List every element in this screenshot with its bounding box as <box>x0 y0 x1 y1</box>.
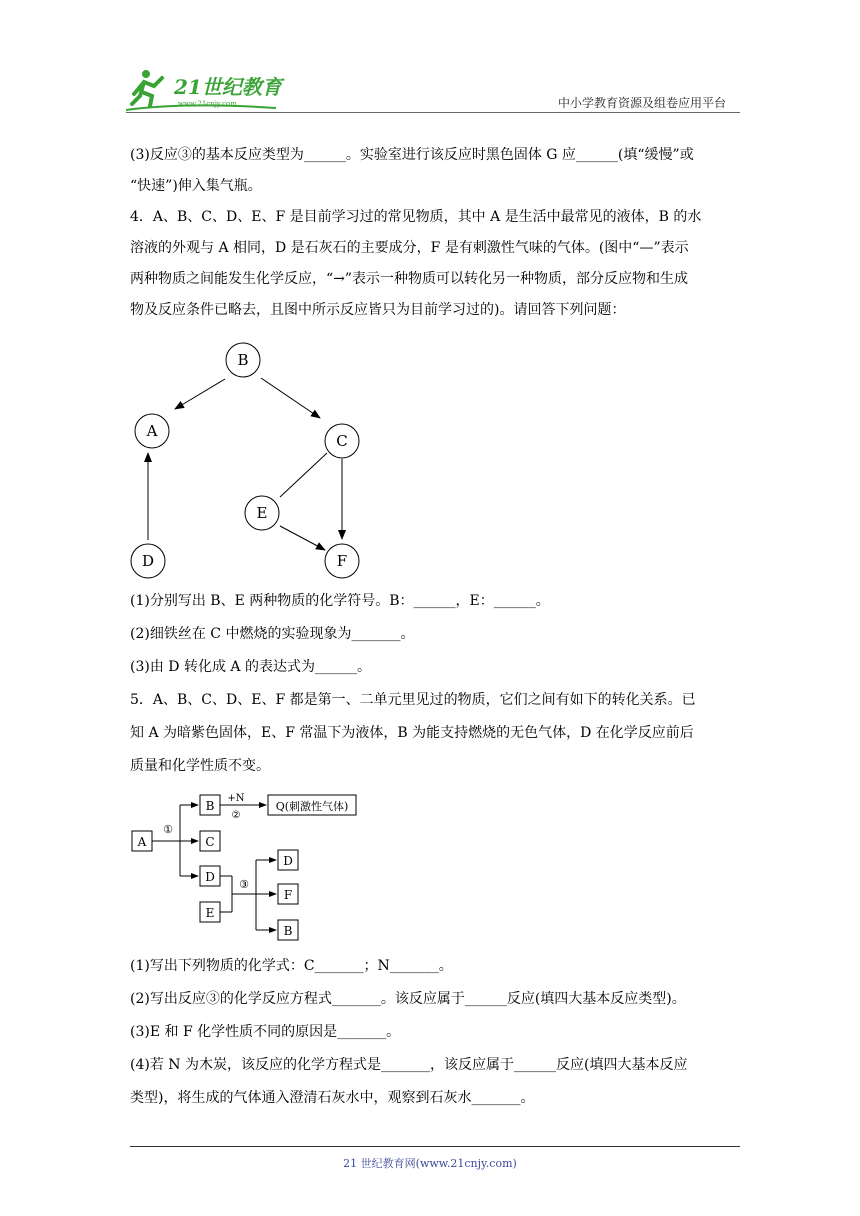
svg-text:B: B <box>237 351 249 369</box>
q4-line1: 4．A、B、C、D、E、F 是目前学习过的常见物质，其中 A 是生活中最常见的液体，B 的水 <box>130 209 702 225</box>
svg-text:D: D <box>205 870 215 884</box>
logo-text: 21世纪教育 <box>174 75 282 99</box>
q5-sub1: (1)写出下列物质的化学式：C_______；N_______。 <box>130 958 453 974</box>
q4-subquestions-and-q5 <box>130 585 740 783</box>
step3-label: ③ <box>239 878 249 891</box>
svg-text:Q(刺激性气体): Q(刺激性气体) <box>275 800 349 813</box>
q5-sub4-line1: (4)若 N 为木炭，该反应的化学方程式是_______，该反应属于______反应(填四大基本反应 <box>130 1057 688 1073</box>
svg-text:B: B <box>205 799 215 813</box>
q5-sub4-line2: 类型)，将生成的气体通入澄清石灰水中，观察到石灰水_______。 <box>130 1090 535 1106</box>
q5-sub3: (3)E 和 F 化学性质不同的原因是_______。 <box>130 1024 401 1040</box>
q4-relation-diagram <box>120 336 380 586</box>
question-text-top <box>130 140 740 326</box>
svg-text:E: E <box>205 906 215 920</box>
box-a <box>132 831 152 851</box>
svg-text:C: C <box>336 432 348 450</box>
node-d <box>131 544 165 578</box>
box-d <box>200 866 220 886</box>
step2-label: ② <box>231 810 241 821</box>
box-out-b <box>278 920 298 940</box>
step1-label: ① <box>163 823 173 836</box>
box-c <box>200 831 220 851</box>
svg-text:D: D <box>283 854 293 868</box>
box-b-top <box>200 795 220 815</box>
arrow-e-to-f <box>280 526 325 550</box>
logo-url: www.21cnjy.com <box>178 100 237 108</box>
box-q <box>268 795 356 815</box>
footer-link[interactable]: 21 世纪教育网(www.21cnjy.com) <box>343 1157 517 1170</box>
box-out-f <box>278 884 298 904</box>
svg-text:A: A <box>146 422 158 440</box>
arrow-b-to-c <box>261 378 320 418</box>
q4-line2: 溶液的外观与 A 相同，D 是石灰石的主要成分，F 是有刺激性气味的气体。(图中“—”表示 <box>130 240 689 256</box>
box-e <box>200 902 220 922</box>
footer-divider <box>130 1146 740 1147</box>
page-header <box>126 66 740 120</box>
node-f <box>325 544 359 578</box>
node-c <box>325 424 359 458</box>
q4-sub2: (2)细铁丝在 C 中燃烧的实验现象为_______。 <box>130 626 415 642</box>
node-e <box>245 496 279 530</box>
arrow-b-to-a <box>175 379 225 409</box>
node-b <box>226 343 260 377</box>
q5-line3: 质量和化学性质不变。 <box>130 758 270 774</box>
node-a <box>135 414 169 448</box>
platform-name: 中小学教育资源及组卷应用平台 <box>557 96 726 110</box>
q4-sub1: (1)分别写出 B、E 两种物质的化学符号。B：______，E：______。 <box>130 593 550 609</box>
svg-text:E: E <box>256 504 268 522</box>
box-out-d <box>278 850 298 870</box>
q4-line4: 物及反应条件已略去，且图中所示反应皆只为目前学习过的)。请回答下列问题： <box>130 302 626 318</box>
site-logo <box>126 66 306 114</box>
q5-line1: 5．A、B、C、D、E、F 都是第一、二单元里见过的物质，它们之间有如下的转化关系。已 <box>130 692 696 708</box>
svg-text:F: F <box>283 888 293 902</box>
q4-line3: 两种物质之间能发生化学反应，“→”表示一种物质可以转化另一种物质，部分反应物和生成 <box>130 271 689 287</box>
line-c-e <box>280 453 327 497</box>
q4-sub3: (3)由 D 转化成 A 的表达式为______。 <box>130 659 371 675</box>
q5-transformation-diagram <box>128 816 368 946</box>
svg-text:F: F <box>336 552 348 570</box>
q3-part3-line2: “快速”)伸入集气瓶。 <box>130 178 262 194</box>
q5-subquestions <box>130 950 740 1115</box>
svg-text:B: B <box>283 924 293 938</box>
q5-sub2: (2)写出反应③的化学反应方程式_______。该反应属于______反应(填四大基本反应类型)。 <box>130 991 686 1007</box>
q5-diagram-top-row <box>128 790 368 830</box>
q5-line2: 知 A 为暗紫色固体，E、F 常温下为液体，B 为能支持燃烧的无色气体，D 在化学反应前后 <box>130 725 694 741</box>
plus-n-label: +N <box>227 793 245 804</box>
svg-text:D: D <box>141 552 155 570</box>
header-divider <box>126 112 740 113</box>
svg-text:C: C <box>205 835 215 849</box>
svg-text:A: A <box>137 835 147 849</box>
q3-part3-line1: (3)反应③的基本反应类型为______。实验室进行该反应时黑色固体 G 应______(填“缓慢”或 <box>130 147 694 163</box>
